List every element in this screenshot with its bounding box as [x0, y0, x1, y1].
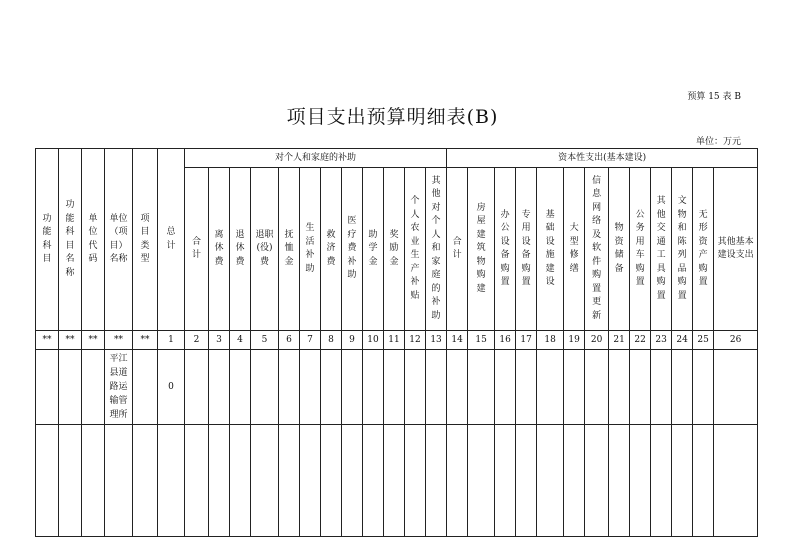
col-relief: 救济费	[321, 168, 342, 331]
index-cell: 17	[516, 331, 537, 350]
index-cell: 18	[537, 331, 564, 350]
col-material-reserve: 物资储备	[609, 168, 630, 331]
index-cell: **	[133, 331, 158, 350]
header-function-subject-name: 功能科目名称	[59, 149, 82, 331]
index-cell: 19	[564, 331, 585, 350]
col-pension: 抚恤金	[279, 168, 300, 331]
col-living-subsidy: 生活补助	[300, 168, 321, 331]
index-cell: 21	[609, 331, 630, 350]
index-cell: **	[36, 331, 59, 350]
index-cell: 9	[342, 331, 363, 350]
header-unit-project-name: 单位（项目）名称	[105, 149, 133, 331]
index-cell: 16	[495, 331, 516, 350]
index-cell: 2	[185, 331, 209, 350]
col-official-vehicle: 公务用车购置	[630, 168, 651, 331]
index-cell: 4	[230, 331, 251, 350]
index-cell: **	[105, 331, 133, 350]
cell-function-subject	[36, 350, 59, 425]
index-cell: 15	[468, 331, 495, 350]
col-resignation: 退职(役)费	[251, 168, 279, 331]
index-cell: 1	[158, 331, 185, 350]
header-project-type: 项目类型	[133, 149, 158, 331]
index-cell: 13	[426, 331, 447, 350]
col-personal-subtotal: 合计	[185, 168, 209, 331]
col-cultural-relics: 文物和陈列品购置	[672, 168, 693, 331]
index-cell: 6	[279, 331, 300, 350]
col-other-transport: 其他交通工具购置	[651, 168, 672, 331]
group-capital-expenditure: 资本性支出(基本建设)	[447, 149, 758, 168]
col-infrastructure: 基础设施建设	[537, 168, 564, 331]
table-row	[36, 350, 758, 425]
index-cell: 25	[693, 331, 714, 350]
cell-function-subject-name	[59, 350, 82, 425]
form-number: 预算 15 表 B	[687, 92, 741, 102]
col-retirement-cadre: 离休费	[209, 168, 230, 331]
index-cell: **	[59, 331, 82, 350]
col-it-network: 信息网络及软件购置更新	[585, 168, 609, 331]
col-building: 房屋建筑物购建	[468, 168, 495, 331]
index-cell: 20	[585, 331, 609, 350]
header-unit-code: 单位代码	[82, 149, 105, 331]
index-cell: 5	[251, 331, 279, 350]
index-cell: **	[82, 331, 105, 350]
index-cell: 24	[672, 331, 693, 350]
col-other-personal: 其他对个人和家庭的补助	[426, 168, 447, 331]
index-cell: 3	[209, 331, 230, 350]
index-cell: 7	[300, 331, 321, 350]
col-intangible-assets: 无形资产购置	[693, 168, 714, 331]
index-cell: 22	[630, 331, 651, 350]
index-cell: 23	[651, 331, 672, 350]
budget-table	[35, 148, 758, 537]
col-agri-subsidy: 个人农业生产补贴	[405, 168, 426, 331]
col-major-repair: 大型修缮	[564, 168, 585, 331]
index-cell: 11	[384, 331, 405, 350]
col-bonus: 奖励金	[384, 168, 405, 331]
col-medical-subsidy: 医疗费补助	[342, 168, 363, 331]
col-special-equipment: 专用设备购置	[516, 168, 537, 331]
index-cell: 12	[405, 331, 426, 350]
header-function-subject: 功能科目	[36, 149, 59, 331]
group-personal-subsidy: 对个人和家庭的补助	[185, 149, 447, 168]
table-row-empty	[36, 425, 758, 537]
cell-grand-total: 0	[158, 350, 185, 425]
cell-unit-code	[82, 350, 105, 425]
col-capital-subtotal: 合计	[447, 168, 468, 331]
index-row	[36, 331, 758, 350]
col-office-equipment: 办公设备购置	[495, 168, 516, 331]
index-cell: 14	[447, 331, 468, 350]
cell-unit-name: 平江县道路运输管理所	[105, 350, 133, 425]
col-retirement: 退休费	[230, 168, 251, 331]
col-scholarship: 助学金	[363, 168, 384, 331]
index-cell: 10	[363, 331, 384, 350]
cell-project-type	[133, 350, 158, 425]
index-cell: 8	[321, 331, 342, 350]
index-cell: 26	[714, 331, 758, 350]
header-grand-total: 总计	[158, 149, 185, 331]
unit-label: 单位：万元	[695, 137, 741, 147]
page-title: 项目支出预算明细表(B)	[286, 106, 499, 128]
col-other-construction: 其他基本建设支出	[714, 168, 758, 331]
